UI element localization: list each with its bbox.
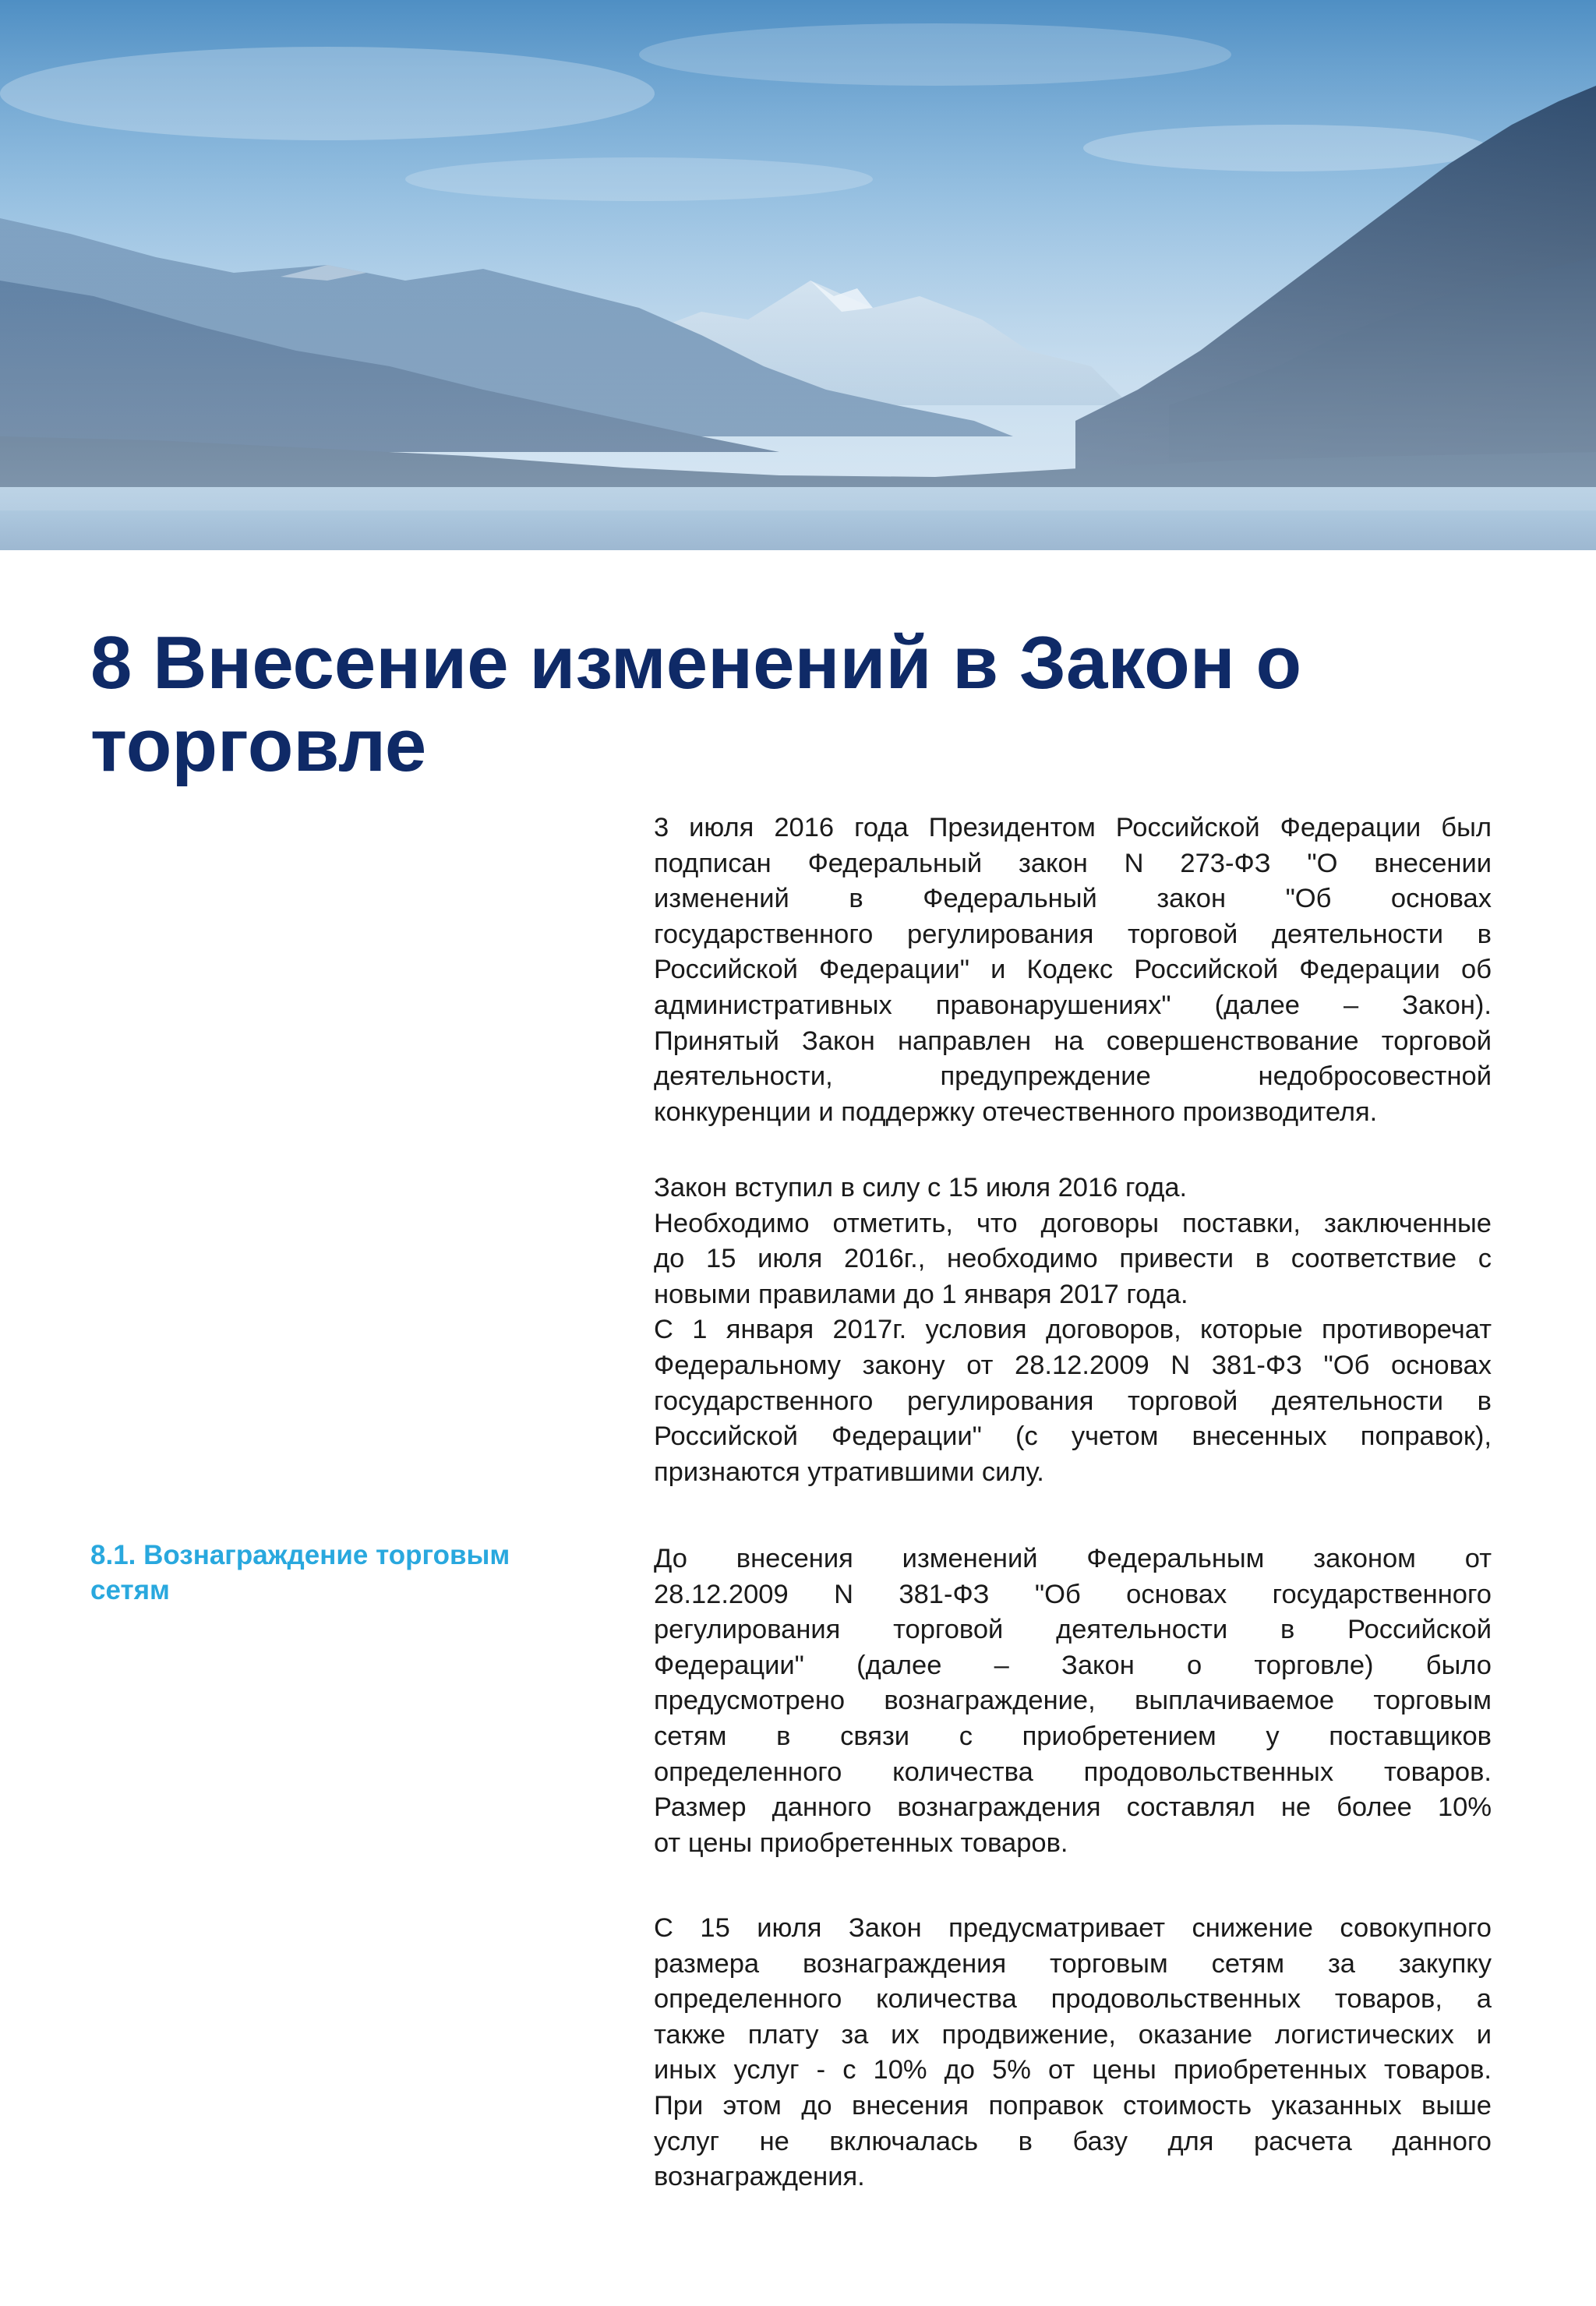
- paragraph-line: Принятый Закон направлен на совершенствование торговой: [654, 1026, 1492, 1056]
- paragraph-line: предусмотрено вознаграждение, выплачиваемое торговым: [654, 1686, 1492, 1716]
- section-heading: 8.1. Вознаграждение торговым сетям: [90, 1540, 510, 1605]
- paragraph-line: 3 июля 2016 года Президентом Российской Федерации был: [654, 813, 1492, 842]
- paragraph-line: иных услуг - с 10% до 5% от цены приобретенных товаров.: [654, 2055, 1492, 2085]
- paragraph-line: Закон вступил в силу с 15 июля 2016 года.: [654, 1173, 1188, 1202]
- paragraph-line: Федеральному закону от 28.12.2009 N 381-ФЗ "Об основах: [654, 1350, 1492, 1380]
- paragraph-effective-date: [654, 1171, 1492, 1490]
- paragraph-line: До внесения изменений Федеральным законом от: [654, 1544, 1492, 1573]
- paragraph-line: определенного количества продовольственных товаров, а: [654, 1984, 1492, 2015]
- page-title: 8 Внесение изменений в Закон о торговле: [90, 621, 1302, 787]
- paragraph-line: новыми правилами до 1 января 2017 года.: [654, 1279, 1188, 1309]
- paragraph-line: С 15 июля Закон предусматривает снижение совокупного: [654, 1913, 1492, 1943]
- paragraph-line: государственного регулирования торговой деятельности в: [654, 1386, 1492, 1416]
- paragraph-line: также плату за их продвижение, оказание логистических и: [654, 2019, 1492, 2050]
- paragraph-line: Российской Федерации" и Кодекс Российской Федерации об: [654, 955, 1492, 985]
- paragraph-line: вознаграждения.: [654, 2162, 865, 2192]
- paragraph-line: Российской Федерации" (с учетом внесенных поправок),: [654, 1421, 1492, 1452]
- paragraph-line: государственного регулирования торговой деятельности в: [654, 919, 1492, 949]
- paragraph-line: регулирования торговой деятельности в Российской: [654, 1615, 1492, 1645]
- paragraph-line: Федерации" (далее – Закон о торговле) было: [654, 1650, 1492, 1680]
- paragraph-line: Необходимо отметить, что договоры поставки, заключенные: [654, 1208, 1492, 1238]
- paragraph-line: сетям в связи с приобретением у поставщиков: [654, 1721, 1492, 1751]
- paragraph-line: конкуренции и поддержку отечественного производителя.: [654, 1096, 1378, 1127]
- paragraph-line: до 15 июля 2016г., необходимо привести в соответствие с: [654, 1244, 1492, 1274]
- paragraph-line: деятельности, предупреждение недобросовестной: [654, 1061, 1492, 1092]
- paragraph-line: услуг не включалась в базу для расчета данного: [654, 2126, 1492, 2156]
- paragraph-before-changes: [654, 1541, 1492, 1861]
- paragraph-line: С 1 января 2017г. условия договоров, которые противоречат: [654, 1315, 1492, 1345]
- paragraph-line: Размер данного вознаграждения составлял не более 10%: [654, 1792, 1492, 1823]
- paragraph-line: При этом до внесения поправок стоимость указанных выше: [654, 2090, 1492, 2121]
- paragraph-line: подписан Федеральный закон N 273-ФЗ "О внесении: [654, 848, 1492, 878]
- paragraph-law-signing: [654, 810, 1492, 1130]
- paragraph-line: от цены приобретенных товаров.: [654, 1827, 1068, 1858]
- paragraph-line: признаются утратившими силу.: [654, 1457, 1044, 1487]
- mountain-landscape-illustration: [0, 0, 1596, 550]
- paragraph-line: 28.12.2009 N 381-ФЗ "Об основах государственного: [654, 1579, 1492, 1609]
- paragraph-line: определенного количества продовольственных товаров.: [654, 1757, 1492, 1787]
- paragraph-line: размера вознаграждения торговым сетям за закупку: [654, 1948, 1492, 1979]
- paragraph-new-rules: [654, 1911, 1492, 2195]
- paragraph-line: изменений в Федеральный закон "Об основах: [654, 884, 1492, 914]
- paragraph-line: административных правонарушениях" (далее – Закон).: [654, 990, 1492, 1020]
- hero-image: [0, 0, 1596, 550]
